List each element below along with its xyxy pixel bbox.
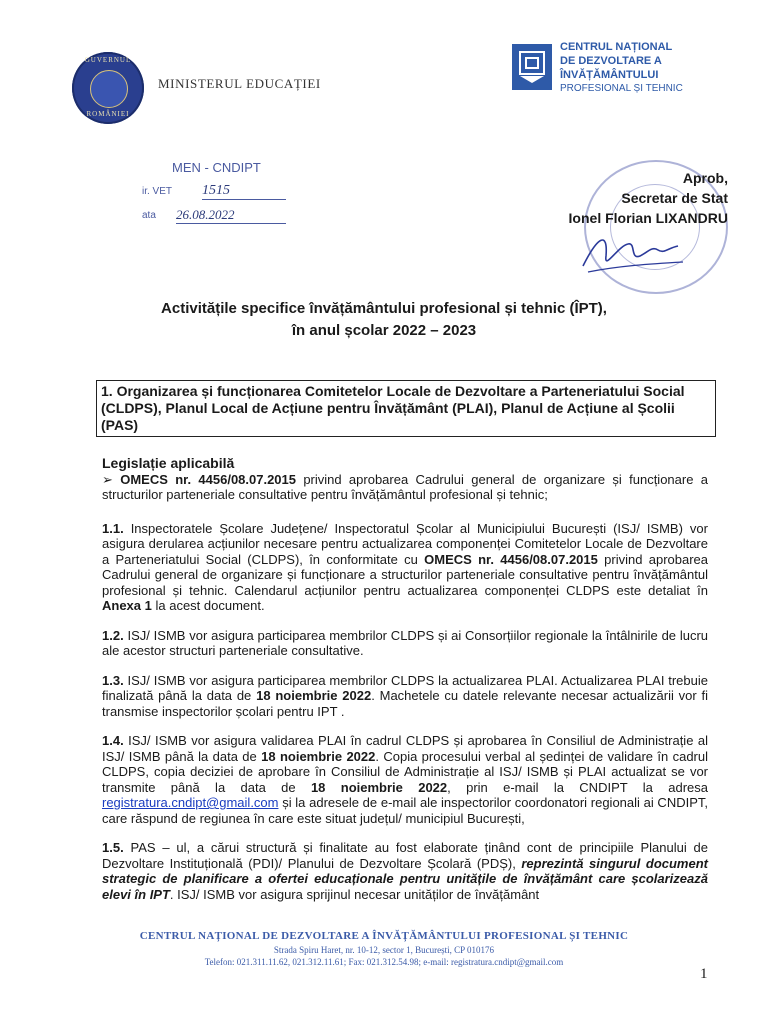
paragraph-number: 1.5.: [102, 840, 124, 855]
registration-nr-label: ir. VET: [142, 186, 173, 197]
paragraph-text: , prin e-mail la CNDIPT la adresa: [447, 779, 708, 795]
cndipt-line2: DE DEZVOLTARE A: [560, 55, 662, 67]
paragraph-text: PAS – ul, a cărui structură și finalitate au fost elaborate ținând cont de principiile Planului de Dezvoltare Instituțională (PDI)/ Planului de Dezvoltare Școlară (PDȘ),: [102, 840, 708, 871]
section-heading-box: 1. Organizarea și funcționarea Comitetelor Locale de Dezvoltare a Parteneriatului Social (CLDPS), Planul Local de Acțiune pentru Învățământ (PLAI), Planul de Acțiune al Școlii (PAS): [96, 380, 716, 437]
title-line2: în anul școlar 2022 – 2023: [291, 322, 477, 339]
deadline-date: 18 noiembrie 2022: [261, 748, 376, 764]
deadline-date: 18 noiembrie 2022: [310, 779, 448, 795]
seal-top-text: GUVERNUL: [84, 56, 132, 64]
document-title: [0, 298, 768, 342]
law-text: privind aprobarea Cadrului general de organizare și funcționare a structurilor parteneriale consultative pentru învățământul profesional și tehnic;: [102, 471, 708, 502]
paragraph-text: Inspectoratele Școlare Județene/ Inspectoratul Școlar al Municipiului București (ISJ/ ISMB) vor asigura derularea acțiunilor necesare pentru actualizarea componenței Comitetelor Locale de Dezvoltare a Parteneriatului Social (CLDPS), în conformitate cu: [102, 520, 708, 567]
email-link[interactable]: registratura.cndipt@gmail.com: [102, 795, 279, 810]
paragraph-number: 1.1.: [102, 520, 124, 536]
approval-block: [569, 168, 728, 228]
government-seal: [72, 52, 144, 124]
paragraph-1-3: [102, 673, 708, 720]
paragraph-text: privind aprobarea Cadrului general de organizare și funcționare a structurilor parteneriale consultative pentru învățământul profesional și tehnic. Calendarul acțiunilor pentru actualizarea componenței CLDPS este detaliat în: [102, 551, 709, 598]
deadline-date: 18 noiembrie 2022: [256, 688, 372, 703]
emphasized-text: reprezintă singurul document strategic de planificare a ofertei educaționale pentru unitățile de învățământ care școlarizează elevi în IPT: [102, 855, 708, 902]
paragraph-text: . Machetele cu datele relevante necesar actualizării vor fi transmise inspectorilor școlari pentru IPT .: [102, 688, 709, 719]
title-line1: Activitățile specifice învățământului profesional și tehnic (ÎPT),: [161, 300, 607, 317]
paragraph-text: . Copia procesului verbal al ședinței de validare în cadrul CLDPS, copia deciziei de aprobare în Consiliul de Administrație al ISJ/ ISMB și PLAI actualizat se vor transmite până la data de: [102, 748, 708, 795]
ministry-name: MINISTERUL EDUCAȚIEI: [158, 76, 321, 91]
paragraph-number: 1.4.: [102, 733, 124, 748]
paragraph-text: ISJ/ ISMB vor asigura participarea membrilor CLDPS și ai Consorțiilor regionale la întâlnirile de lucru ale acestor structuri parteneriale consultative.: [102, 627, 708, 658]
cndipt-line4: PROFESIONAL ȘI TEHNIC: [560, 83, 683, 94]
document-body: [102, 456, 708, 902]
page-number: 1: [700, 966, 708, 982]
signature-icon: [578, 226, 688, 276]
coat-of-arms-icon: [90, 70, 128, 108]
annex-reference: Anexa 1: [102, 598, 152, 613]
law-reference: OMECS nr. 4456/08.07.2015: [120, 471, 297, 487]
paragraph-text: . ISJ/ ISMB vor asigura sprijinul necesar unităților de învățământ: [169, 886, 540, 902]
registration-date-label: ata: [142, 210, 156, 221]
paragraph-1-5: [102, 840, 708, 902]
registration-org: MEN - CNDIPT: [172, 160, 261, 175]
cndipt-line3: ÎNVĂȚĂMÂNTULUI: [560, 69, 659, 81]
paragraph-text: ISJ/ ISMB vor asigura validarea PLAI în cadrul CLDPS și aprobarea în Consiliul de Administrație al ISJ/ ISMB până la data de: [102, 733, 708, 764]
legislation-item: [102, 472, 708, 503]
registration-date-value: 26.08.2022: [176, 207, 286, 224]
paragraph-number: 1.2.: [102, 627, 124, 643]
paragraph-1-4: [102, 733, 708, 826]
cndipt-line1: CENTRUL NAȚIONAL: [560, 41, 673, 53]
legislation-heading: Legislație aplicabilă: [102, 455, 235, 471]
approval-line1: Aprob,: [682, 170, 728, 186]
bullet-arrow-icon: ➢: [102, 471, 113, 487]
cndipt-name: [560, 40, 740, 96]
paragraph-1-1: [102, 521, 708, 614]
footer-address: Strada Spiru Haret, nr. 10-12, sector 1, București, CP 010176: [273, 945, 495, 955]
footer-institution: CENTRUL NAȚIONAL DE DEZVOLTARE A ÎNVĂȚĂMÂNTULUI PROFESIONAL ȘI TEHNIC: [139, 930, 629, 942]
approval-line3: Ionel Florian LIXANDRU: [568, 210, 728, 226]
paragraph-text: ISJ/ ISMB vor asigura participarea membrilor CLDPS la actualizarea PLAI. Actualizarea PLAI trebuie finalizată până la data de: [102, 672, 708, 703]
paragraph-1-2: [102, 628, 708, 659]
footer-contact: Telefon: 021.311.11.62, 021.312.11.61; Fax: 021.312.54.98; e-mail: registratura.cndipt@gmail.com: [204, 957, 564, 967]
registration-nr-value: 1515: [202, 183, 286, 200]
paragraph-text: și la adresele de e-mail ale inspectorilor coordonatori regionali ai CNDIPT, care răspund de regiunea în care este situat județul/ municipiul București,: [102, 795, 708, 826]
paragraph-number: 1.3.: [102, 672, 124, 688]
seal-bottom-text: ROMÂNIEI: [86, 110, 130, 118]
law-reference: OMECS nr. 4456/08.07.2015: [424, 551, 598, 567]
approval-line2: Secretar de Stat: [621, 190, 728, 206]
cndipt-logo-icon: [512, 44, 552, 90]
paragraph-text: la acest document.: [151, 598, 265, 613]
